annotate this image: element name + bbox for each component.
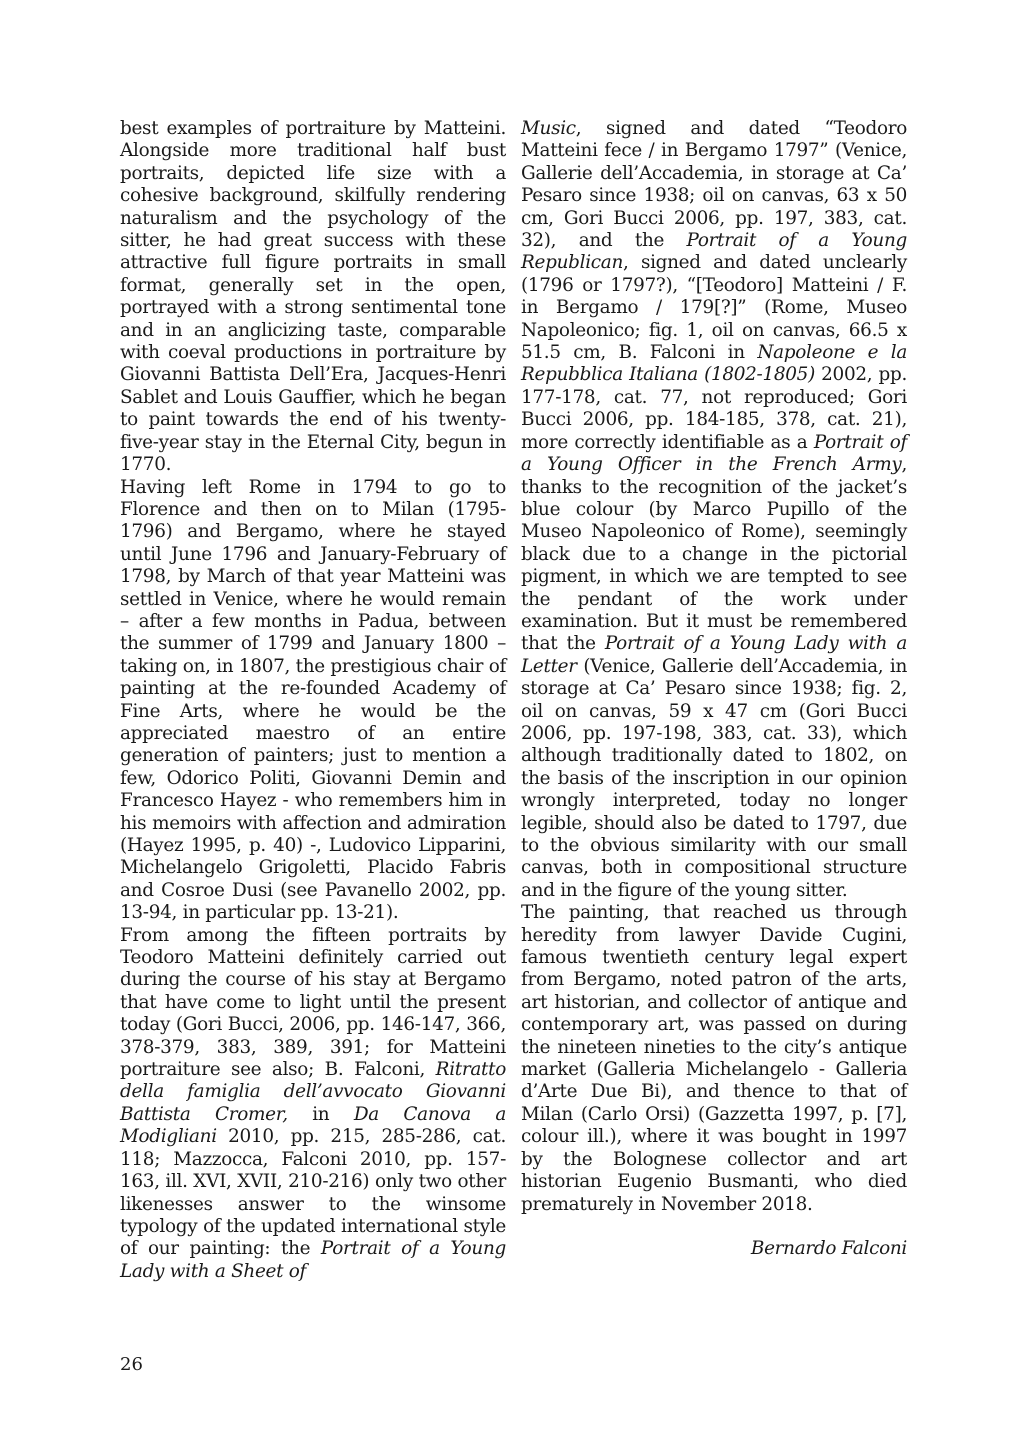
text-run: 2010, pp. 215, 285-286, cat. 118; Mazzocca, Falconi 2010, pp. 157-163, ill. XVI, XVII, 210-216) only two other likenesses answer to the winsome typology of the updated international style of our painting: the bbox=[120, 1126, 506, 1260]
left-paragraph-2: Having left Rome in 1794 to go to Florence and then on to Milan (1795-1796) and Bergamo, where he stayed until June 1796 and January-February of 1798, by March of that year Matteini was settled in Venice, where he would remain – after a few months in Padua, between the summer of 1799 and January 1800 – taking on, in 1807, the prestigious chair of painting at the re-founded Academy of Fine Arts, where he would be the appreciated maestro of an entire generation of painters; just to mention a few, Odorico Politi, Giovanni Demin and Francesco Hayez - who remembers him in his memoirs with affection and admiration (Hayez 1995, p. 40) -, Ludovico Lipparini, Michelangelo Grigoletti, Placido Fabris and Cosroe Dusi (see Pavanello 2002, pp. 13-94, in particular pp. 13-21). bbox=[120, 476, 506, 924]
italic-title: Portrait of a Young Officer in the French Army bbox=[521, 431, 908, 476]
italic-title: Ritratto della famiglia dell’avvocato Giovanni Battista Cromer, bbox=[120, 1059, 506, 1125]
italic-title: Portrait of a Young Republican bbox=[521, 230, 907, 274]
italic-title: Portrait of a Young Lady with a Letter bbox=[521, 633, 908, 677]
left-column bbox=[120, 118, 506, 1283]
text-run: , signed and dated unclearly (1796 or 1797?), “[Teodoro] Matteini / F. in Bergamo / 179[?]” (Rome, Museo Napoleonico; fig. 1, oil on canvas, 66.5 x 51.5 cm, B. Falconi in bbox=[521, 252, 907, 364]
text-run: in bbox=[287, 1103, 354, 1125]
left-paragraph-1: best examples of portraiture by Matteini. Alongside more traditional half bust portraits, depicted life size with a cohesive background, skilfully rendering naturalism and the psychology of the sitter, he had great success with these attractive full figure portraits in small format, generally set in the open, portrayed with a strong sentimental tone and in an anglicizing taste, comparable with coeval productions in portraiture by Giovanni Battista Dell’Era, Jacques-Henri Sablet and Louis Gauffier, which he began to paint towards the end of his twenty-five-year stay in the Eternal City, begun in 1770. bbox=[120, 118, 506, 476]
italic-title: Music bbox=[521, 118, 576, 139]
italic-title: Portrait of a Young Lady with a Sheet of bbox=[120, 1238, 506, 1282]
text-run: 2002, pp. 177-178, cat. 77, not reproduced; Gori Bucci 2006, pp. 184-185, 378, cat. 21), more correctly identifiable as a bbox=[521, 364, 907, 453]
text-run: (Venice, Gallerie dell’Accademia, in storage at Ca’ Pesaro since 1938; fig. 2, oil on canvas, 59 x 47 cm (Gori Bucci 2006, pp. 197-198, 383, cat. 33), which although traditionally dated to 1802, on the basis of the inscription in our opinion wrongly interpreted, today no longer legible, should also be dated to 1797, due to the obvious similarity with our small canvas, both in compositional structure and in the figure of the young sitter. bbox=[521, 655, 907, 901]
right-paragraph-2: The painting, that reached us through heredity from lawyer Davide Cugini, famous twentieth century legal expert from Bergamo, noted patron of the arts, art historian, and collector of antique and contemporary art, was passed on during the nineteen nineties to the city’s antique market (Galleria Michelangelo - Galleria d’Arte Due Bi), and thence to that of Milan (Carlo Orsi) (Gazzetta 1997, p. [7], colour ill.), where it was bought in 1997 by the Bolognese collector and art historian Eugenio Busmanti, who died prematurely in November 2018. bbox=[521, 902, 907, 1215]
right-column bbox=[521, 118, 907, 1260]
right-paragraph-1 bbox=[521, 118, 907, 902]
italic-title: Napoleone e la Repubblica Italiana (1802-1805) bbox=[521, 342, 907, 386]
italic-title: Da Canova a Modigliani bbox=[120, 1103, 507, 1148]
text-run: , thanks to the recognition of the jacket’s blue colour (by Marco Pupillo of the Museo Napoleonico of Rome), seemingly black due to a change in the pictorial pigment, in which we are tempted to see the pendant of the work under examination. But it must be remembered that the bbox=[521, 454, 907, 655]
text-run: , signed and dated “Teodoro Matteini fece / in Bergamo 1797” (Venice, Gallerie dell’Accademia, in storage at Ca’ Pesaro since 1938; oil on canvas, 63 x 50 cm, Gori Bucci 2006, pp. 197, 383, cat. 32), and the bbox=[521, 118, 907, 252]
left-paragraph-3 bbox=[120, 925, 506, 1284]
author-signature: Bernardo Falconi bbox=[750, 1237, 907, 1259]
text-run: From among the fifteen portraits by Teodoro Matteini definitely carried out during the course of his stay at Bergamo that have come to light until the present today (Gori Bucci, 2006, pp. 146-147, 366, 378-379, 383, 389, 391; for Matteini portraiture see also; B. Falconi, bbox=[120, 924, 506, 1081]
page-number: 26 bbox=[120, 1354, 143, 1375]
